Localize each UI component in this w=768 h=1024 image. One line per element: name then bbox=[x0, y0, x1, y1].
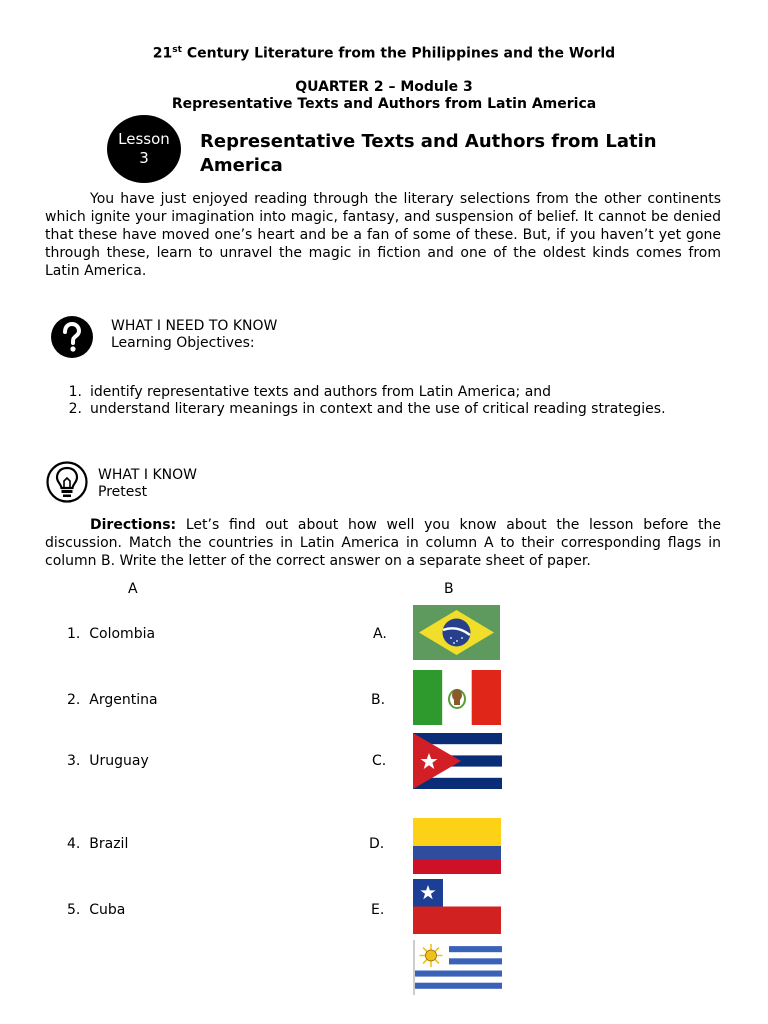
column-b-letter: D. bbox=[369, 836, 385, 852]
column-b-letter: A. bbox=[373, 626, 387, 642]
question-mark-icon bbox=[51, 316, 93, 358]
lesson-number: 3 bbox=[139, 149, 149, 167]
intro-paragraph: You have just enjoyed reading through the literary selections from the other continents which ignite your imagination into magic, fantasy, and suspension of belief. It cannot be denied that these have moved one’s heart and be a fan of some of these. But, if you haven’t yet gone through these, learn to unravel the magic in fiction and one of the oldest kinds comes from Latin America. bbox=[45, 191, 721, 279]
column-a-header: A bbox=[128, 581, 138, 597]
column-b-letter: B. bbox=[371, 692, 386, 708]
lesson-label: Lesson bbox=[118, 130, 170, 148]
course-title: 21st Century Literature from the Philippines and the World bbox=[152, 45, 616, 62]
column-a-item: 2. Argentina bbox=[67, 692, 158, 708]
column-a-item: 1. Colombia bbox=[67, 626, 156, 642]
objectives-list bbox=[45, 384, 735, 418]
colombia-flag-icon bbox=[413, 818, 501, 874]
pretest-label: Pretest bbox=[98, 484, 148, 500]
cuba-flag-icon bbox=[413, 733, 502, 789]
lesson-badge bbox=[107, 115, 181, 183]
directions-text: Let’s find out about how well you know about the lesson before the discussion. Match the countries in Latin America in column A to their corresponding flags in column B. Write the letter of the correct answer on a separate sheet of paper. bbox=[45, 517, 721, 569]
chile-flag-icon bbox=[413, 879, 501, 934]
module-title: Representative Texts and Authors from Latin America bbox=[171, 96, 597, 112]
column-a-item: 3. Uruguay bbox=[67, 753, 149, 769]
learning-objectives-label: Learning Objectives: bbox=[111, 335, 255, 351]
column-b-letter: E. bbox=[371, 902, 385, 918]
column-b-letter: C. bbox=[372, 753, 387, 769]
column-b-header: B bbox=[444, 581, 454, 597]
brazil-flag-icon bbox=[413, 605, 500, 660]
lesson-title: Representative Texts and Authors from Latin America bbox=[200, 131, 657, 176]
column-a-item: 4. Brazil bbox=[67, 836, 129, 852]
lightbulb-icon bbox=[46, 460, 88, 504]
uruguay-flag-icon bbox=[413, 940, 502, 995]
what-i-know-heading: WHAT I KNOW bbox=[98, 467, 197, 483]
directions-paragraph bbox=[45, 516, 721, 570]
column-a-item: 5. Cuba bbox=[67, 902, 126, 918]
directions-label: Directions: bbox=[90, 517, 177, 533]
need-to-know-heading: WHAT I NEED TO KNOW bbox=[111, 318, 278, 334]
list-item: 1. identify representative texts and authors from Latin America; and bbox=[68, 384, 552, 400]
quarter-module-title: QUARTER 2 – Module 3 bbox=[295, 79, 473, 95]
mexico-flag-icon bbox=[413, 670, 501, 725]
list-item: 2. understand literary meanings in context and the use of critical reading strategies. bbox=[68, 401, 666, 417]
